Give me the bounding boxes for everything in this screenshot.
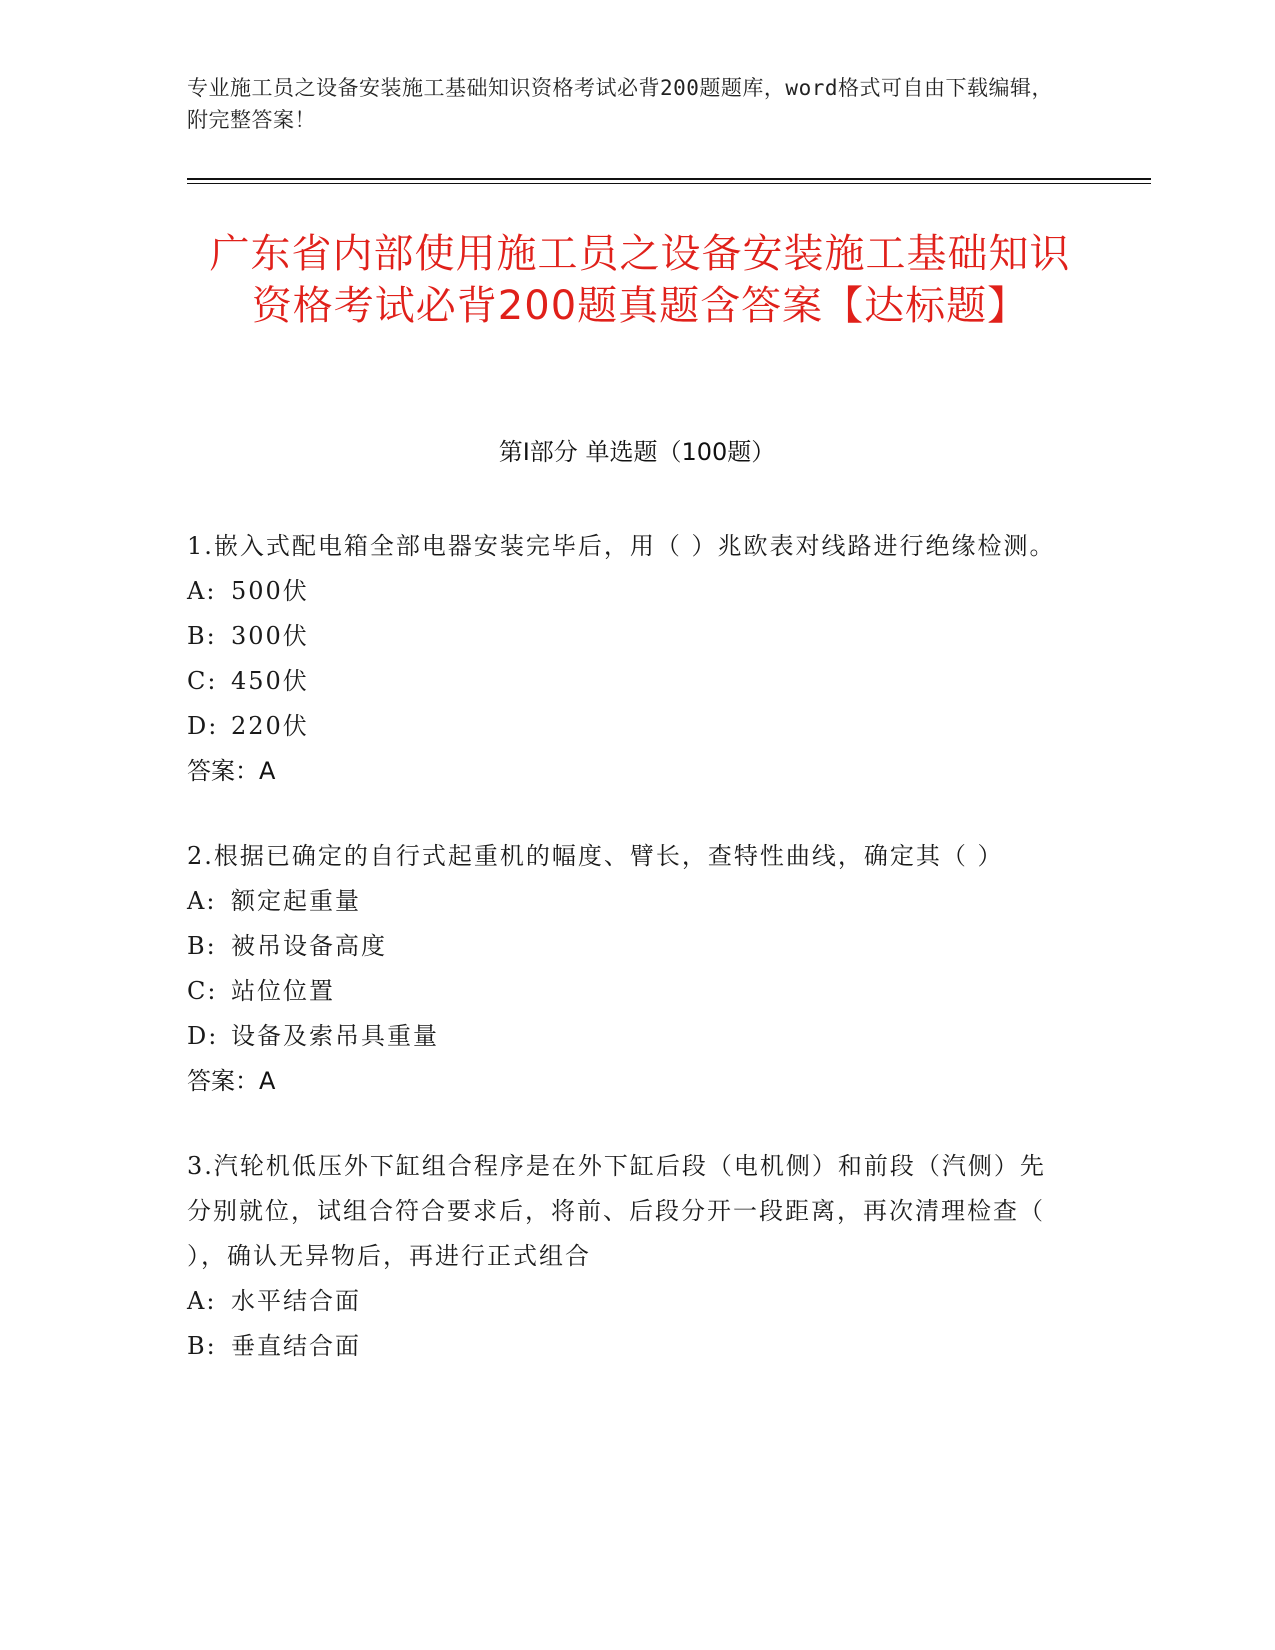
answer-value: A — [259, 1067, 276, 1095]
option-letter: A: — [187, 1287, 217, 1315]
section-heading: 第I部分 单选题（100题） — [498, 438, 776, 466]
answer-value: A — [259, 757, 276, 785]
option-c — [187, 659, 1067, 704]
option-text: 被吊设备高度 — [231, 932, 387, 960]
question-stem: 2.根据已确定的自行式起重机的幅度、臂长，查特性曲线，确定其（ ） — [187, 842, 1004, 870]
option-letter: B: — [187, 932, 217, 960]
answer-label: 答案： — [187, 757, 259, 785]
header-note: 专业施工员之设备安装施工基础知识资格考试必背200题题库，word格式可自由下载编辑，附完整答案！ — [187, 76, 1053, 132]
option-letter: C: — [187, 667, 218, 695]
option-text: 额定起重量 — [231, 887, 361, 915]
option-letter: A: — [187, 887, 217, 915]
option-text: 站位位置 — [231, 977, 335, 1005]
option-letter: D: — [187, 712, 219, 740]
question-stem: 1.嵌入式配电箱全部电器安装完毕后，用（ ）兆欧表对线路进行绝缘检测。 — [187, 532, 1056, 560]
option-d — [187, 1014, 1067, 1059]
option-a — [187, 879, 1067, 924]
option-letter: B: — [187, 622, 217, 650]
option-text: 垂直结合面 — [231, 1332, 361, 1360]
answer-line — [187, 1059, 1067, 1104]
header-rule-thick — [187, 178, 1151, 180]
option-b — [187, 924, 1067, 969]
option-letter: D: — [187, 1022, 219, 1050]
header-rule-thin — [187, 183, 1151, 184]
option-a — [187, 569, 1067, 614]
question-list — [187, 524, 1067, 1409]
option-text: 500伏 — [231, 577, 309, 605]
document-title: 广东省内部使用施工员之设备安装施工基础知识资格考试必背200题真题含答案【达标题】 — [209, 231, 1071, 329]
question-1 — [187, 524, 1067, 794]
option-c — [187, 969, 1067, 1014]
option-text: 220伏 — [231, 712, 309, 740]
option-b — [187, 1324, 1067, 1369]
answer-label: 答案： — [187, 1067, 259, 1095]
option-a — [187, 1279, 1067, 1324]
question-2 — [187, 834, 1067, 1104]
option-letter: C: — [187, 977, 218, 1005]
option-text: 450伏 — [231, 667, 309, 695]
option-d — [187, 704, 1067, 749]
option-text: 300伏 — [231, 622, 309, 650]
option-letter: A: — [187, 577, 217, 605]
option-text: 水平结合面 — [231, 1287, 361, 1315]
option-b — [187, 614, 1067, 659]
option-letter: B: — [187, 1332, 217, 1360]
question-3 — [187, 1144, 1067, 1369]
option-text: 设备及索吊具重量 — [231, 1022, 439, 1050]
answer-line — [187, 749, 1067, 794]
question-stem: 3.汽轮机低压外下缸组合程序是在外下缸后段（电机侧）和前段（汽侧）先分别就位，试组合符合要求后，将前、后段分开一段距离，再次清理检查（ ），确认无异物后，再进行正式组合 — [187, 1152, 1046, 1270]
